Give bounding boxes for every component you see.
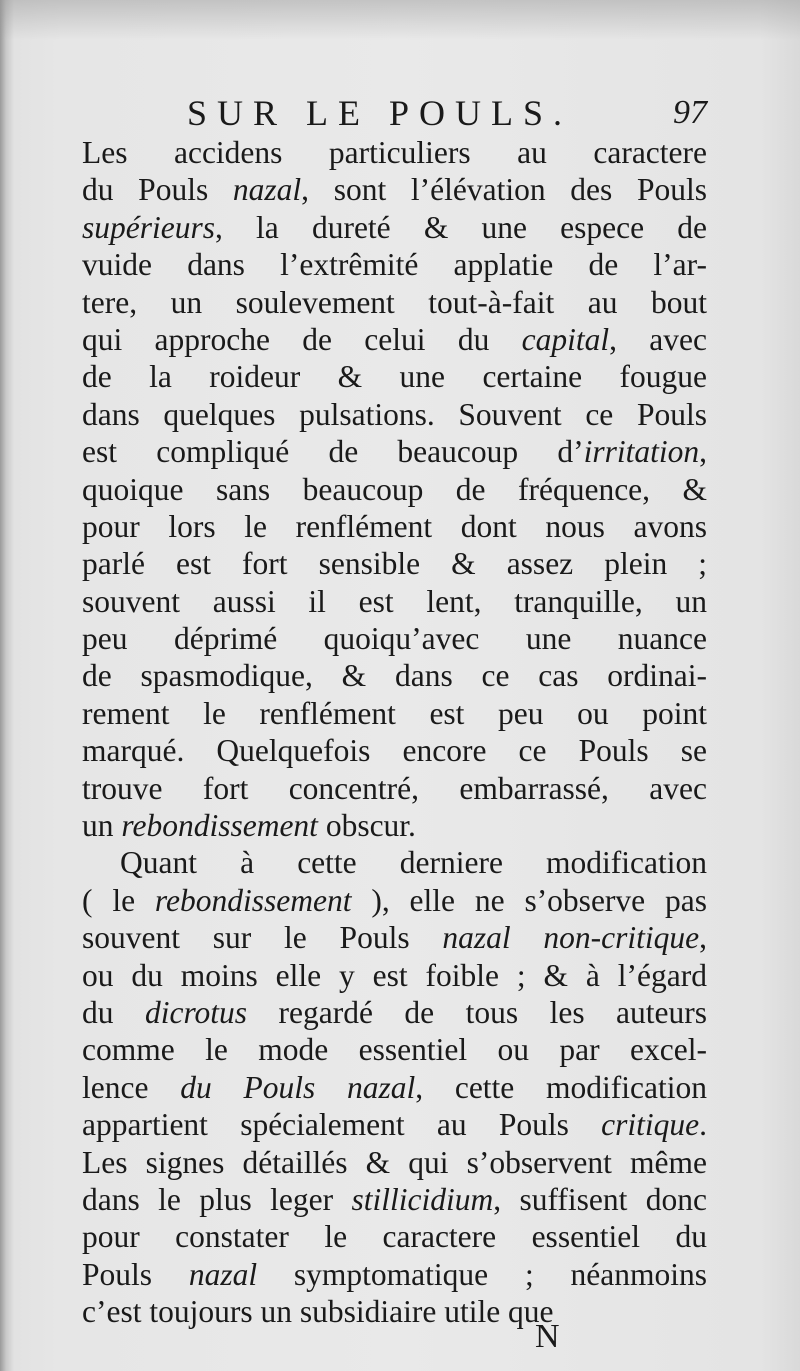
text-run: obscur. <box>317 808 416 844</box>
text-run: vuide dans l’extrêmité applatie de l’ar- <box>82 247 707 283</box>
italic-text: stillicidium <box>351 1181 494 1217</box>
italic-text: rebondissement <box>121 808 318 844</box>
text-line <box>82 508 707 545</box>
page-shadow <box>0 0 800 40</box>
italic-text: nazal non-critique <box>442 920 700 956</box>
text-run: pour lors le renflément dont nous avons <box>82 508 707 544</box>
text-run: , cette modification <box>415 1069 707 1105</box>
text-run: regardé de tous les auteurs <box>247 994 707 1030</box>
page-header <box>82 92 707 136</box>
text-run: dans le plus leger <box>82 1181 352 1217</box>
text-run: . <box>699 1107 707 1143</box>
text-line <box>82 732 707 769</box>
text-line <box>82 471 707 508</box>
text-line <box>82 433 707 470</box>
text-run: souvent aussi il est lent, tranquille, un <box>82 583 707 619</box>
text-run: comme le mode essentiel ou par excel- <box>82 1032 707 1068</box>
text-line <box>82 321 707 358</box>
text-run: , <box>699 920 707 956</box>
text-run: symptomatique ; néanmoins <box>257 1256 707 1292</box>
signature-mark: N <box>535 1318 560 1355</box>
text-line <box>82 844 707 881</box>
text-line <box>82 1293 707 1330</box>
text-line <box>82 994 707 1031</box>
text-run: ou du moins elle y est foible ; & à l’égard <box>82 957 707 993</box>
text-run: souvent sur le Pouls <box>82 920 443 956</box>
italic-text: dicrotus <box>144 994 248 1030</box>
text-line <box>82 246 707 283</box>
text-line <box>82 1218 707 1255</box>
text-line <box>82 1069 707 1106</box>
italic-text: rebondissement <box>154 882 352 918</box>
text-run: peu déprimé quoiqu’avec une nuance <box>82 621 707 657</box>
italic-text: du Pouls nazal <box>180 1069 416 1105</box>
text-run: lence <box>82 1069 181 1105</box>
text-line <box>82 583 707 620</box>
text-run: dans quelques pulsations. Souvent ce Pouls <box>82 396 707 432</box>
text-run: Les signes détaillés & qui s’observent même <box>82 1144 707 1180</box>
italic-text: irritation <box>583 434 700 470</box>
text-line <box>82 957 707 994</box>
text-run: Pouls <box>82 1256 189 1292</box>
text-line <box>82 657 707 694</box>
text-run: ), elle ne s’observe pas <box>351 882 707 918</box>
text-run: Les accidens particuliers au caractere <box>82 135 707 170</box>
italic-text: supérieurs <box>82 209 215 245</box>
text-line <box>82 807 707 844</box>
text-run: de la roideur & une certaine fougue <box>82 359 707 395</box>
text-run: du <box>82 994 145 1030</box>
text-run: qui approche de celui du <box>82 321 522 357</box>
text-line <box>82 1031 707 1068</box>
text-line <box>82 134 707 171</box>
text-run: quoique sans beaucoup de fréquence, & <box>82 471 707 507</box>
text-line <box>82 396 707 433</box>
italic-text: nazal <box>232 172 302 208</box>
text-line <box>82 1106 707 1143</box>
text-run: rement le renflément est peu ou point <box>82 695 707 731</box>
page-number: 97 <box>673 94 707 131</box>
running-head: SUR LE POULS. <box>187 93 573 133</box>
text-run: , la dureté & une espece de <box>215 209 707 245</box>
text-run: de spasmodique, & dans ce cas ordinai- <box>82 658 707 694</box>
paragraph-1 <box>82 134 707 844</box>
text-run: du Pouls <box>82 172 233 208</box>
text-line <box>82 919 707 956</box>
text-run: un <box>82 808 122 844</box>
text-run: c’est toujours un subsidiaire utile que <box>82 1294 554 1330</box>
text-run: trouve fort concentré, embarrassé, avec <box>82 770 707 806</box>
text-run: parlé est fort sensible & assez plein ; <box>82 546 707 582</box>
paragraph-2 <box>82 844 707 1330</box>
text-line <box>82 545 707 582</box>
text-line <box>82 620 707 657</box>
text-line <box>82 695 707 732</box>
text-run: tere, un soulevement tout-à-fait au bout <box>82 284 707 320</box>
italic-text: critique <box>601 1107 700 1143</box>
text-run: Quant à cette derniere modification <box>120 845 707 881</box>
italic-text: capital <box>521 321 610 357</box>
text-line <box>82 1144 707 1181</box>
text-run: , avec <box>609 321 707 357</box>
text-run: marqué. Quelquefois encore ce Pouls se <box>82 733 707 769</box>
text-line <box>82 358 707 395</box>
text-run: , sont l’élévation des Pouls <box>301 172 707 208</box>
text-run: ( le <box>82 882 155 918</box>
text-line <box>82 1256 707 1293</box>
text-run: , <box>699 434 707 470</box>
text-run: est compliqué de beaucoup d’ <box>82 434 584 470</box>
text-line <box>82 171 707 208</box>
text-run: , suffisent donc <box>493 1181 707 1217</box>
text-run: pour constater le caractere essentiel du <box>82 1219 707 1255</box>
text-line <box>82 1181 707 1218</box>
text-run: appartient spécialement au Pouls <box>82 1107 602 1143</box>
text-line <box>82 209 707 246</box>
text-line <box>82 284 707 321</box>
text-line <box>82 882 707 919</box>
italic-text: nazal <box>188 1256 258 1292</box>
text-line <box>82 770 707 807</box>
body-text <box>82 134 707 1331</box>
